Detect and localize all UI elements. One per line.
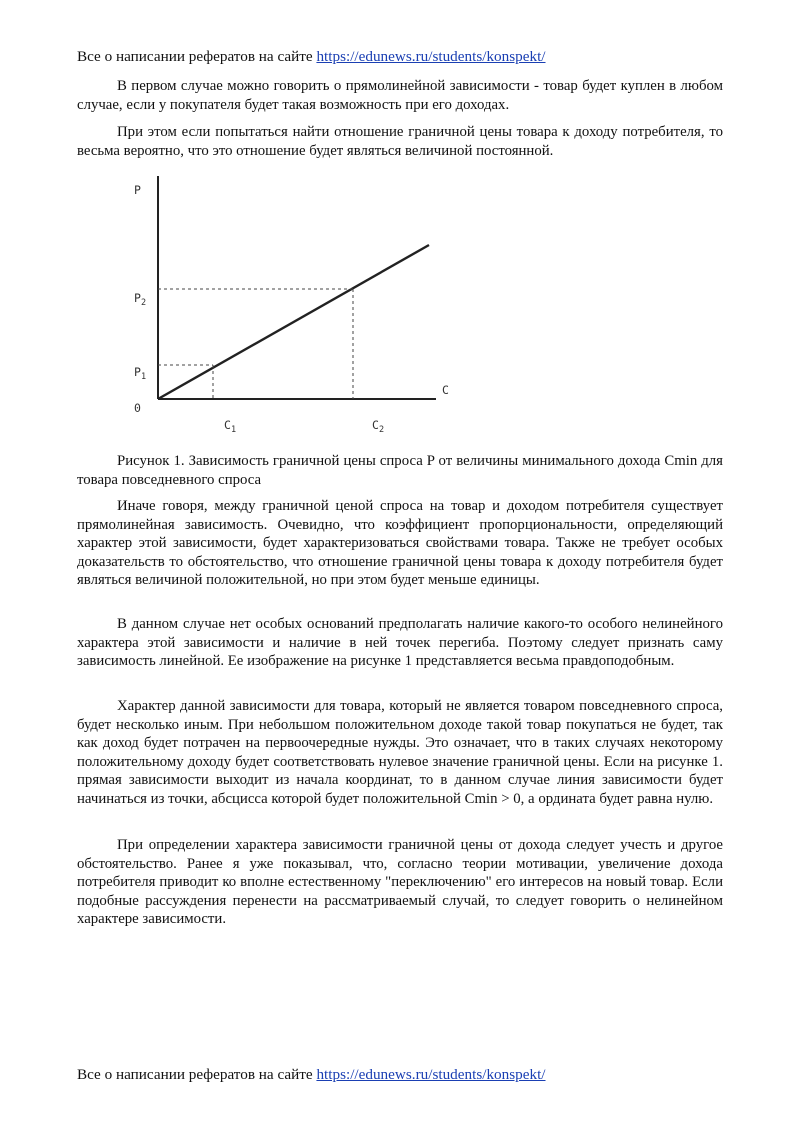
origin-label: 0	[134, 401, 141, 415]
figure-caption: Рисунок 1. Зависимость граничной цены спроса P от величины минимального дохода Cmin для товара повседневного спроса	[77, 453, 723, 488]
p2-label: $P_2$	[134, 291, 147, 308]
figure-1-graph	[110, 172, 470, 440]
paragraph-6: При определении характера зависимости граничной цены от дохода следует учесть и другое обстоятельство. Ранее я уже показывал, что, согласно теории мотивации, увеличение дохода потребителя приводит ко вполне естественному "переключению" его интересов на новый товар. Если подобные рассуждения перенести на рассматриваемый случай, то следует говорить о нелинейном характере зависимости.	[77, 837, 723, 928]
header-text: Все о написании рефератов на сайте	[77, 48, 317, 65]
paragraph-3: Иначе говоря, между граничной ценой спроса на товар и доходом потребителя существует прямолинейная зависимость. Очевидно, что коэффициент пропорциональности, определяющий характер этой зависимости, будет характеризоваться свойствами товара. Также не требует особых доказательств то обстоятельство, что отношение граничной цены товара к доходу потребителя будет являться величиной положительной, но при этом будет меньше единицы.	[77, 498, 723, 589]
axis-y-label: P	[134, 183, 141, 197]
page-footer	[77, 1066, 546, 1084]
c1-label: $C_1$	[224, 418, 237, 435]
axis-x-label: C	[442, 383, 449, 397]
c2-label: $C_2$	[372, 418, 385, 435]
paragraph-5: Характер данной зависимости для товара, который не является товаром повседневного спроса, будет несколько иным. При небольшом положительном доходе такой товар покупаться не будет, так как доход будет потрачен на первоочередные нужды. Это означает, что в таких случаях некоторому положительному доходу будет соответствовать нулевое значение граничной цены. Если на рисунке 1. прямая зависимости выходит из начала координат, то в данном случае линия зависимости будет начинаться из точки, абсцисса которой будет положительной Cmin > 0, а ордината будет равна нулю.	[77, 698, 723, 807]
paragraph-1: В первом случае можно говорить о прямолинейной зависимости - товар будет куплен в любом случае, если у покупателя будет такая возможность при его доходах.	[77, 78, 723, 113]
header-link[interactable]: https://edunews.ru/students/konspekt/	[316, 48, 546, 65]
footer-text: Все о написании рефератов на сайте	[77, 1066, 317, 1083]
demand-line	[158, 245, 429, 399]
p1-label: $P_1$	[134, 365, 147, 382]
paragraph-2: При этом если попытаться найти отношение граничной цены товара к доходу потребителя, то весьма вероятно, что это отношение будет являться величиной постоянной.	[77, 124, 723, 159]
footer-link[interactable]: https://edunews.ru/students/konspekt/	[316, 1066, 546, 1083]
paragraph-4: В данном случае нет особых оснований предполагать наличие какого-то особого нелинейного характера этой зависимости и наличие в ней точек перегиба. Поэтому следует признать саму зависимость линейной. Ее изображение на рисунке 1 представляется весьма правдоподобным.	[77, 616, 723, 670]
page-header	[77, 48, 546, 66]
